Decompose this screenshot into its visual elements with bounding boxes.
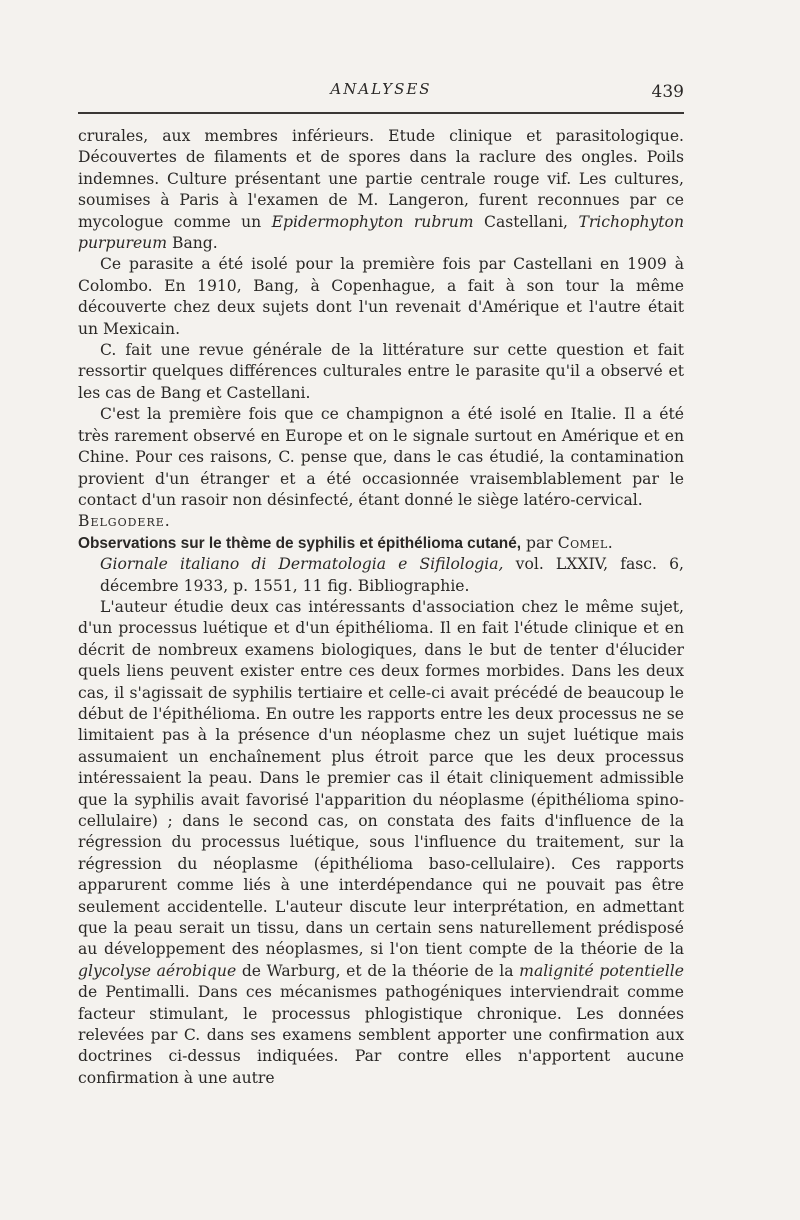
paragraph-1-species-1: Epidermophyton rubrum (271, 212, 474, 231)
paragraph-1-species-2: Trichophyton purpureum (78, 212, 684, 253)
page-number: 439 (651, 82, 684, 102)
paragraph-1-text-b: Castellani, (473, 212, 579, 231)
page-header (78, 80, 684, 110)
paragraph-5-term-2: malignité potentielle (519, 961, 684, 980)
paragraph-5-text-c: de Pentimalli. Dans ces mécanismes pathogéniques interviendrait comme facteur stimulant, le processus phlogistique chronique. Les données relevées par C. dans ses examens semblent apporter une confirmation aux doctrines ci-dessus indiquées. Par contre elles n'apportent aucune confirmation à une autre (78, 983, 684, 1087)
article-title: Observations sur le thème de syphilis et épithélioma cutané, (78, 534, 522, 552)
article-author: Comel. (557, 533, 614, 552)
citation-details: vol. LXXIV, fasc. 6, décembre 1933, p. 1551, 11 fig. Bibliographie. (100, 555, 684, 595)
article-heading (78, 533, 684, 554)
paragraph-5-text-b: de Warburg, et de la théorie de la (236, 961, 520, 980)
article-by: par (521, 533, 558, 552)
body-text (78, 126, 684, 1089)
paragraph-3: C. fait une revue générale de la littérature sur cette question et fait ressortir quelques différences culturales entre le parasite qu'il a observé et les cas de Bang et Castellani. (78, 341, 684, 402)
journal-name: Giornale italiano di Dermatologia e Sifilologia, (100, 555, 504, 574)
running-title: ANALYSES (330, 80, 432, 98)
paragraph-1-text-a: crurales, aux membres inférieurs. Etude clinique et parasitologique. Découvertes de filaments et de spores dans la raclure des ongles. Poils indemnes. Culture présentant une partie centrale rouge vif. Les cultures, soumises à Paris à l'examen de M. Langeron, furent reconnues par ce mycologue comme un (78, 127, 684, 231)
paragraph-5-text-a: L'auteur étudie deux cas intéressants d'association chez le même sujet, d'un processus luétique et d'un épithélioma. Il en fait l'étude clinique et en décrit de nombreux examens biologiques, dans le but de tenter d'élucider quels liens peuvent exister entre ces deux formes morbides. Dans les deux cas, il s'agissait de syphilis tertiaire et celle-ci avait précédé de beaucoup le début de l'épithélioma. En outre les rapports entre les deux processus ne se limitaient pas à la présence d'un néoplasme chez un sujet luétique mais assumaient un enchaînement plus étroit parce que les deux processus intéressaient la peau. Dans le premier cas il était cliniquement admissible que la syphilis avait favorisé l'apparition du néoplasme (épithélioma spino-cellulaire) ; dans le second cas, on constata des faits d'influence de la régression du processus luétique, sous l'influence du traitement, sur la régression du néoplasme (épithélioma baso-cellulaire). Ces rapports apparurent comme liés à une interdépendance qui ne pouvait pas être seulement accidentelle. L'auteur discute leur interprétation, en admettant que la peau serait un tissu, dans un certain sens naturellement prédisposé au développement des néoplasmes, si l'on tient compte de la théorie de la (78, 597, 684, 959)
paragraph-5 (78, 597, 684, 1089)
article-citation (78, 554, 684, 597)
paragraph-4: C'est la première fois que ce champignon a été isolé en Italie. Il a été très rarement observé en Europe et on le signale surtout en Amérique et en Chine. Pour ces raisons, C. pense que, dans le cas étudié, la contamination provient d'un étranger et a été occasionnée vraisemblablement par le contact d'un rasoir non désinfecté, étant donné le siège latéro-cervical. (78, 405, 684, 509)
paragraph-2: Ce parasite a été isolé pour la première fois par Castellani en 1909 à Colombo. En 1910, Bang, à Copenhague, a fait à son tour la même découverte chez deux sujets dont l'un revenait d'Amérique et l'autre était un Mexicain. (78, 255, 684, 338)
reviewer-signature: Belgodere. (78, 512, 171, 531)
header-rule (78, 112, 684, 114)
paragraph-1-text-c: Bang. (167, 234, 218, 253)
paragraph-5-term-1: glycolyse aérobique (78, 961, 237, 980)
paragraph-1 (78, 126, 684, 254)
